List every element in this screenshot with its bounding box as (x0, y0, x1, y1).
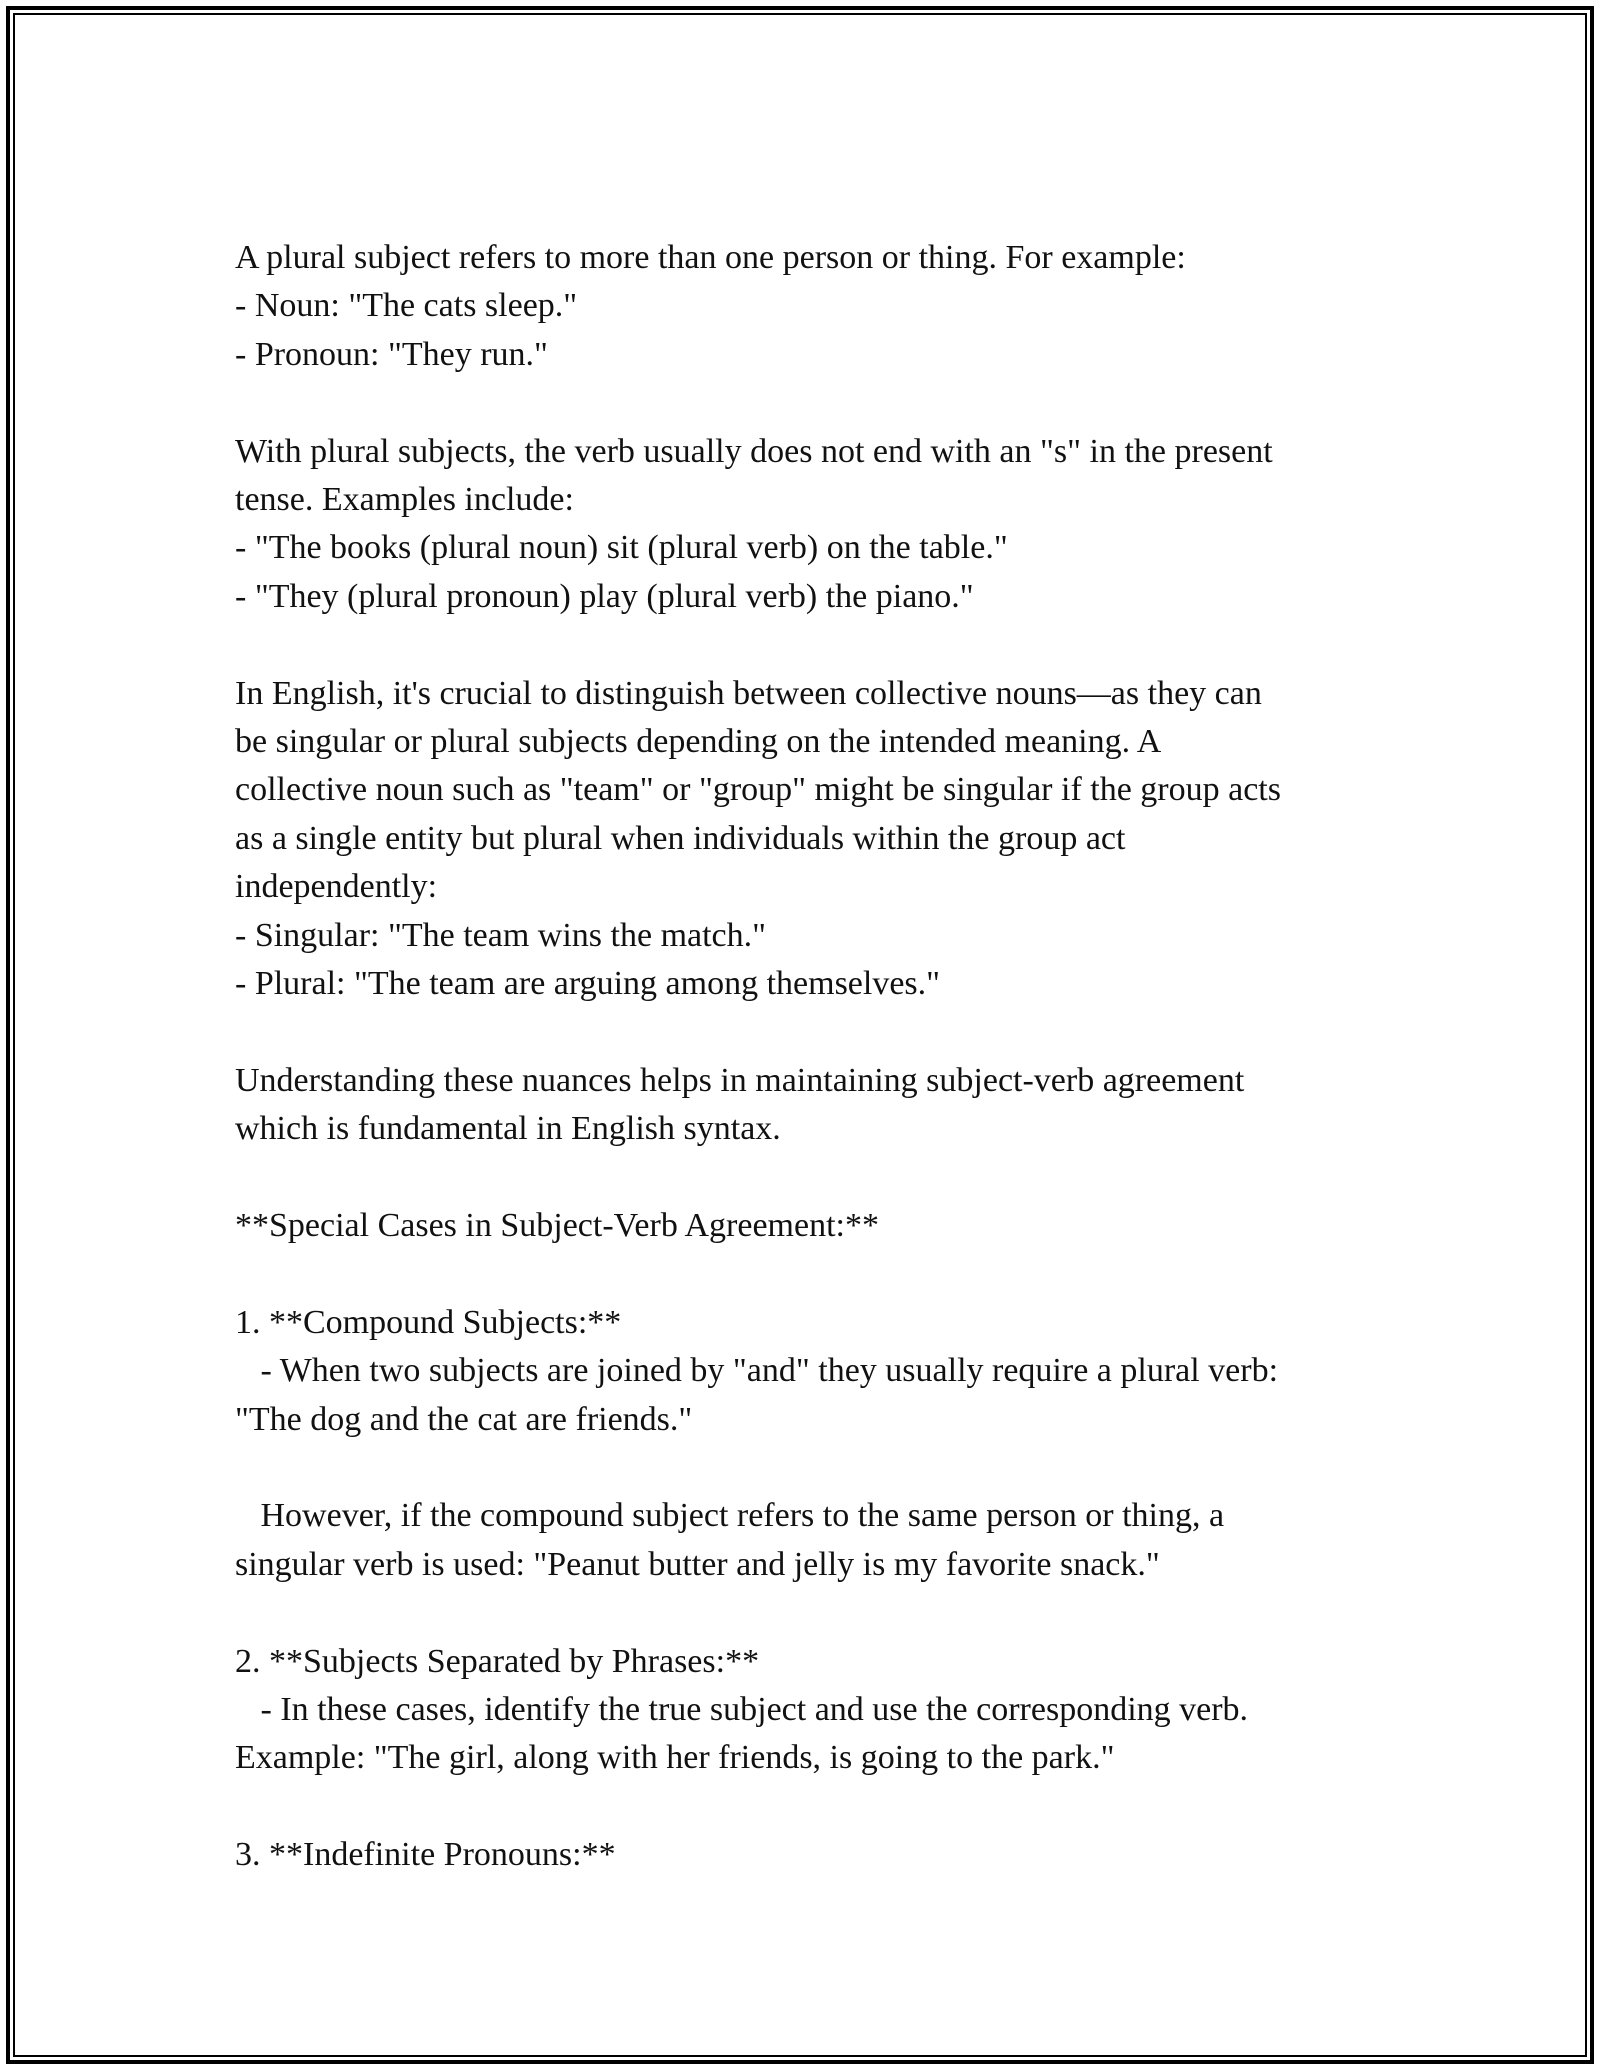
text-line: With plural subjects, the verb usually does not end with an "s" in the present (235, 432, 1273, 470)
text-line: - When two subjects are joined by "and" they usually require a plural verb: (235, 1352, 1279, 1390)
blank-line (235, 621, 1385, 669)
text-line: as a single entity but plural when individuals within the group act (235, 819, 1126, 857)
text-line: - In these cases, identify the true subject and use the corresponding verb. (235, 1691, 1249, 1729)
text-line: independently: (235, 868, 438, 906)
blank-line (235, 1154, 1385, 1202)
text-line: - "The books (plural noun) sit (plural verb) on the table." (235, 529, 1008, 567)
text-line: - Singular: "The team wins the match." (235, 916, 767, 954)
text-line: - "They (plural pronoun) play (plural verb) the piano." (235, 577, 974, 615)
document-body (235, 234, 1385, 1880)
text-line: - Pronoun: "They run." (235, 335, 548, 373)
blank-line (235, 1783, 1385, 1831)
text-line: be singular or plural subjects depending on the intended meaning. A (235, 723, 1162, 761)
text-line: - Plural: "The team are arguing among themselves." (235, 965, 941, 1003)
text-line: **Special Cases in Subject-Verb Agreement:** (235, 1207, 879, 1245)
blank-line (235, 1444, 1385, 1492)
text-line: Example: "The girl, along with her friends, is going to the park." (235, 1739, 1115, 1777)
text-line: 1. **Compound Subjects:** (235, 1303, 622, 1341)
text-line: In English, it's crucial to distinguish between collective nouns—as they can (235, 674, 1262, 712)
text-line: which is fundamental in English syntax. (235, 1110, 781, 1148)
blank-line (235, 379, 1385, 427)
text-line: - Noun: "The cats sleep." (235, 287, 578, 325)
text-line: 3. **Indefinite Pronouns:** (235, 1836, 616, 1874)
text-line: "The dog and the cat are friends." (235, 1400, 693, 1438)
text-line: collective noun such as "team" or "group" might be singular if the group acts (235, 771, 1281, 809)
blank-line (235, 1250, 1385, 1298)
text-line: However, if the compound subject refers to the same person or thing, a (235, 1497, 1225, 1535)
text-line: Understanding these nuances helps in maintaining subject-verb agreement (235, 1061, 1245, 1099)
text-line: singular verb is used: "Peanut butter and jelly is my favorite snack." (235, 1545, 1160, 1583)
text-line: 2. **Subjects Separated by Phrases:** (235, 1642, 760, 1680)
blank-line (235, 1589, 1385, 1637)
blank-line (235, 1008, 1385, 1056)
text-line: tense. Examples include: (235, 481, 574, 519)
text-line: A plural subject refers to more than one person or thing. For example: (235, 239, 1186, 276)
